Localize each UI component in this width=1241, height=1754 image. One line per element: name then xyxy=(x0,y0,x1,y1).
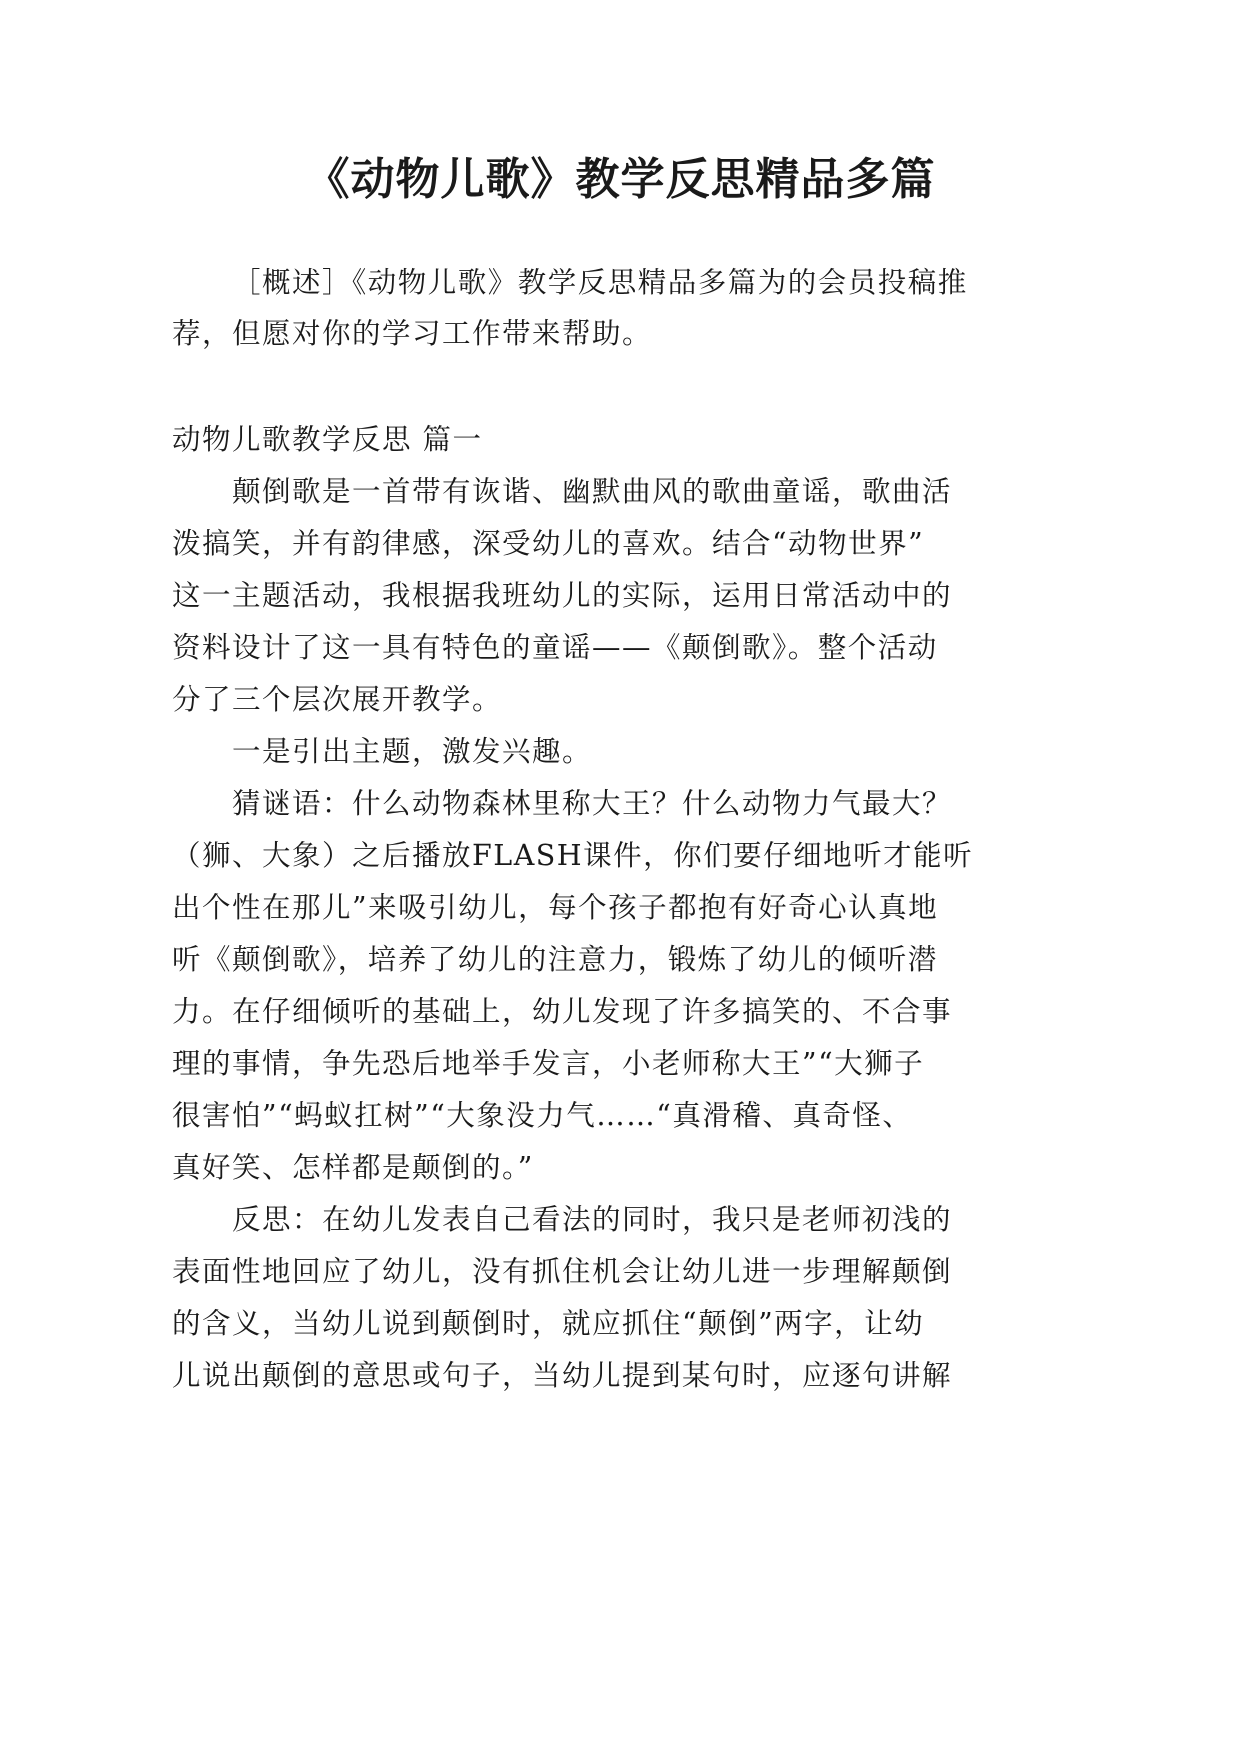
paragraph-line: 这一主题活动，我根据我班幼儿的实际，运用日常活动中的 xyxy=(172,579,953,612)
paragraph-line: 颠倒歌是一首带有诙谐、幽默曲风的歌曲童谣，歌曲活 xyxy=(232,475,953,508)
paragraph-line: 理的事情，争先恐后地举手发言，小老师称大王”“大狮子 xyxy=(172,1047,925,1080)
paragraph-line: 的含义，当幼儿说到颠倒时，就应抓住“颠倒”两字，让幼 xyxy=(172,1307,925,1340)
document-title: 《动物儿歌》教学反思精品多篇 xyxy=(305,154,936,205)
paragraph-line: （狮、大象）之后播放FLASH课件，你们要仔细地听才能听 xyxy=(172,839,974,872)
paragraph-line: 分了三个层次展开教学。 xyxy=(172,683,503,716)
paragraph-line: 猜谜语：什么动物森林里称大王？什么动物力气最大？ xyxy=(232,787,953,820)
paragraph-line: ［概述］《动物儿歌》教学反思精品多篇为的会员投稿推 xyxy=(232,266,968,299)
paragraph-line: 听《颠倒歌》，培养了幼儿的注意力，锻炼了幼儿的倾听潜 xyxy=(172,943,938,976)
section-heading: 动物儿歌教学反思 篇一 xyxy=(172,423,483,456)
paragraph-line: 表面性地回应了幼儿，没有抓住机会让幼儿进一步理解颠倒 xyxy=(172,1255,953,1288)
paragraph-line: 荐，但愿对你的学习工作带来帮助。 xyxy=(172,317,653,350)
paragraph-line: 反思：在幼儿发表自己看法的同时，我只是老师初浅的 xyxy=(232,1203,953,1236)
paragraph-line: 儿说出颠倒的意思或句子，当幼儿提到某句时，应逐句讲解 xyxy=(172,1359,953,1392)
paragraph-line: 出个性在那儿”来吸引幼儿，每个孩子都抱有好奇心认真地 xyxy=(172,891,939,924)
paragraph-line: 真好笑、怎样都是颠倒的。” xyxy=(172,1151,534,1184)
paragraph-line: 一是引出主题，激发兴趣。 xyxy=(232,735,593,768)
paragraph-line: 力。在仔细倾听的基础上，幼儿发现了许多搞笑的、不合事 xyxy=(172,995,953,1028)
paragraph-line: 资料设计了这一具有特色的童谣——《颠倒歌》。整个活动 xyxy=(172,631,938,664)
paragraph-line: 泼搞笑，并有韵律感，深受幼儿的喜欢。结合“动物世界” xyxy=(172,527,925,560)
paragraph-line: 很害怕”“蚂蚁扛树”“大象没力气……“真滑稽、真奇怪、 xyxy=(172,1099,913,1132)
